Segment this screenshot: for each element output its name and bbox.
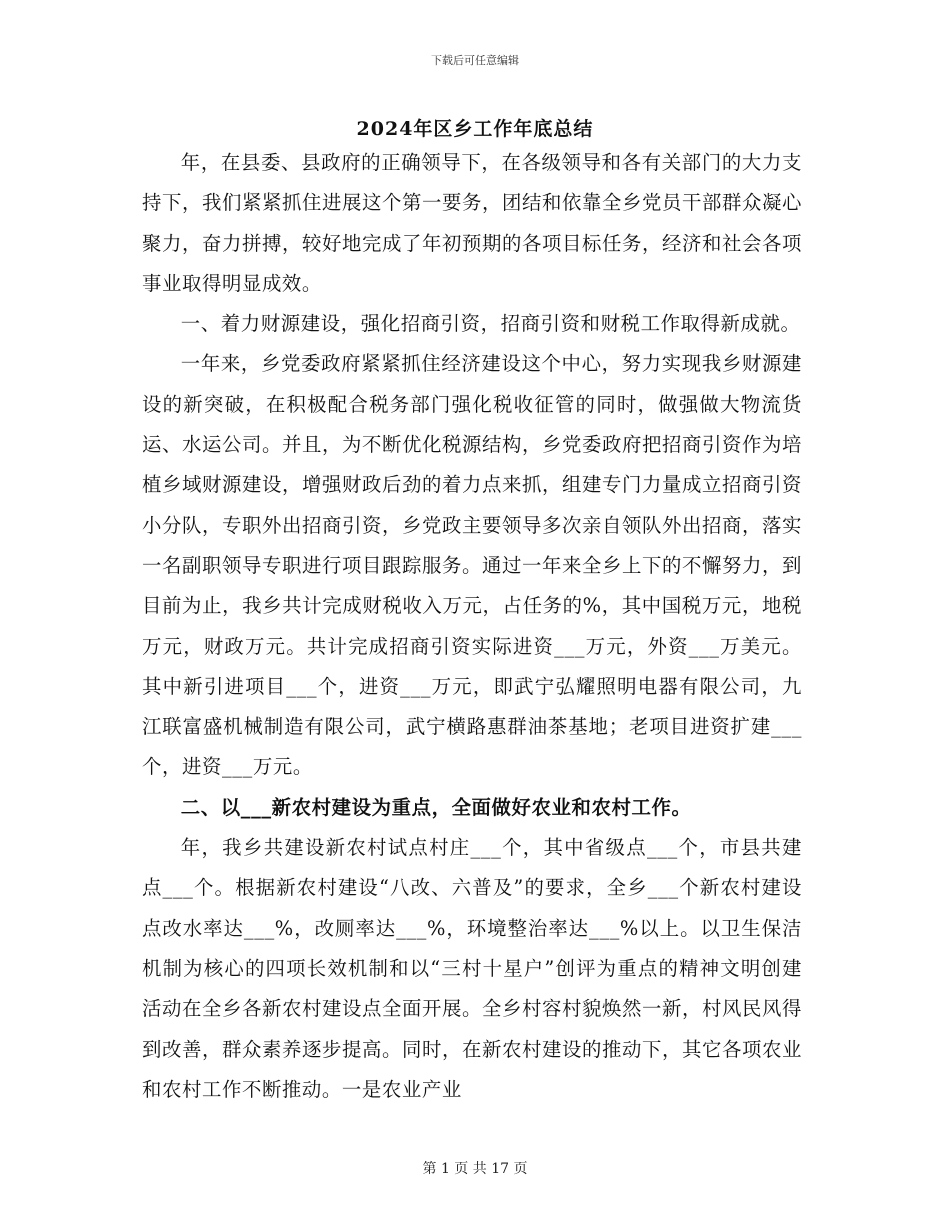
section-heading-1: 一、着力财源建设，强化招商引资，招商引资和财税工作取得新成就。 xyxy=(180,312,801,336)
section-heading-2: 二、以___新农村建设为重点，全面做好农业和农村工作。 xyxy=(180,795,692,819)
paragraph-finance: 一年来，乡党委政府紧紧抓住经济建设这个中心，努力实现我乡财源建设的新突破，在积极配合税务部门强化税收征管的同时，做强做大物流货运、水运公司。并且，为不断优化税源结构，乡党委政府把招商引资作为培植乡域财源建设，增强财政后劲的着力点来抓，组建专门力量成立招商引资小分队，专职外出招商引资，乡党政主要领导多次亲自领队外出招商，落实一名副职领导专职进行项目跟踪服务。通过一年来全乡上下的不懈努力，到目前为止，我乡共计完成财税收入万元，占任务的%，其中国税万元，地税万元，财政万元。共计完成招商引资实际进资___万元，外资___万美元。其中新引进项目___个，进资___万元，即武宁弘耀照明电器有限公司，九江联富盛机械制造有限公司，武宁横路惠群油茶基地；老项目进资扩建___个，进资___万元。 xyxy=(142,352,802,779)
page-footer-number: 第 1 页 共 17 页 xyxy=(422,1161,528,1177)
page-header-note: 下载后可任意编辑 xyxy=(431,54,519,67)
document-body xyxy=(142,143,802,1110)
paragraph-intro: 年，在县委、县政府的正确领导下，在各级领导和各有关部门的大力支持下，我们紧紧抓住进展这个第一要务，团结和依靠全乡党员干部群众凝心聚力，奋力拼搏，较好地完成了年初预期的各项目标任务，经济和社会各项事业取得明显成效。 xyxy=(142,151,802,295)
paragraph-rural: 年，我乡共建设新农村试点村庄___个，其中省级点___个，市县共建点___个。根据新农村建设“八改、六普及”的要求，全乡___个新农村建设点改水率达___%，改厕率达___%，环境整治率达___%以上。以卫生保洁机制为核心的四项长效机制和以“三村十星户”创评为重点的精神文明创建活动在全乡各新农村建设点全面开展。全乡村容村貌焕然一新，村风民风得到改善，群众素养逐步提高。同时，在新农村建设的推动下，其它各项农业和农村工作不断推动。一是农业产业 xyxy=(142,836,802,1101)
document-title: 2024年区乡工作年底总结 xyxy=(356,118,594,140)
